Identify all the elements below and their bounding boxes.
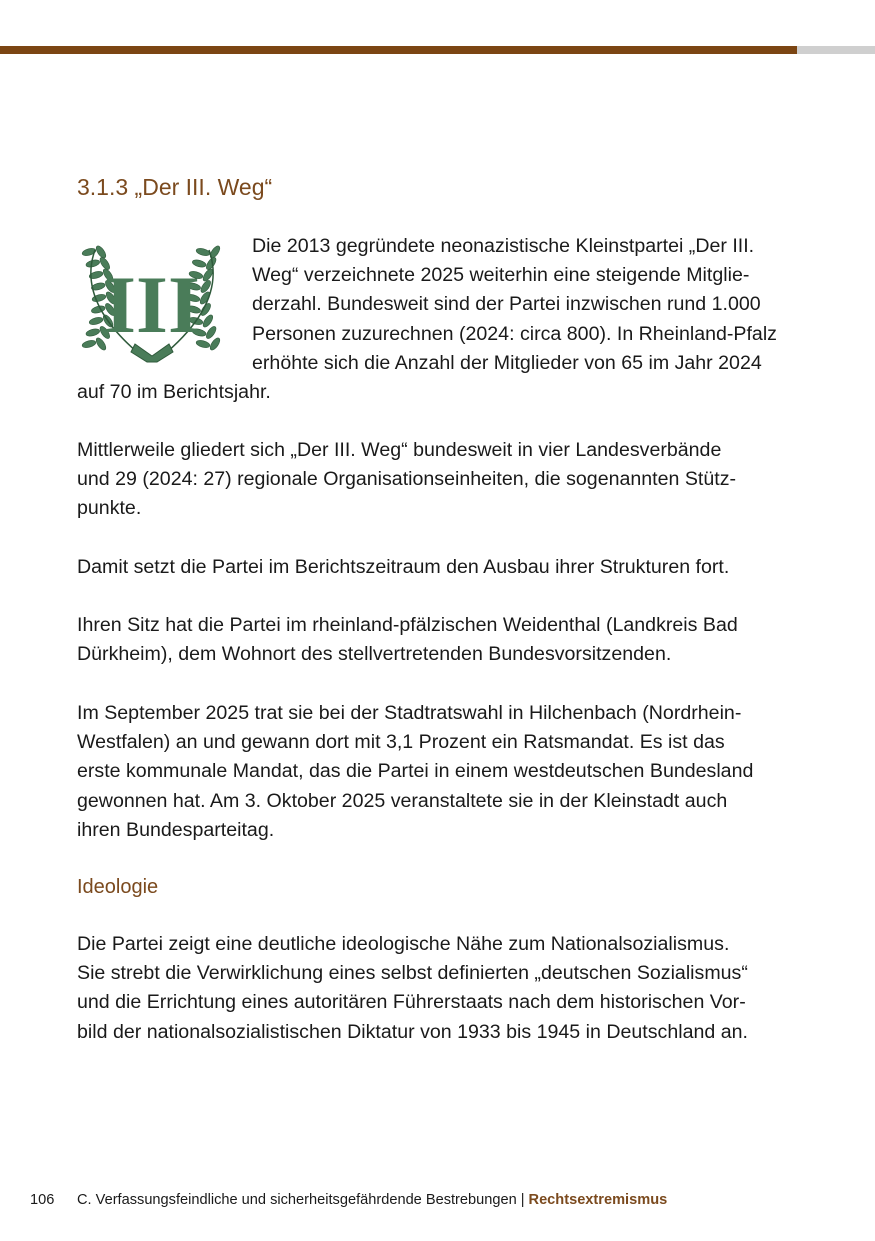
header-accent-bar <box>0 46 797 54</box>
wreath-leaf <box>208 336 221 351</box>
intro-line: Personen zuzurechnen (2024: circa 800). In Rheinland-Pfalz <box>252 322 777 345</box>
paragraph-line: Damit setzt die Partei im Berichtszeitraum den Ausbau ihrer Strukturen fort. <box>77 556 730 578</box>
paragraph-line: ihren Bundesparteitag. <box>77 818 275 841</box>
wreath-leaf <box>195 247 210 257</box>
paragraph-line: und 29 (2024: 27) regionale Organisationseinheiten, die sogenannten Stütz- <box>77 468 737 491</box>
paragraph-election <box>77 699 753 845</box>
paragraph-structure <box>77 436 736 524</box>
intro-paragraph <box>252 232 777 378</box>
paragraph-line: erste kommunale Mandat, das die Partei in einem westdeutschen Bundesland <box>77 760 754 783</box>
paragraph-line: und die Errichtung eines autoritären Führerstaats nach dem historischen Vor- <box>77 991 746 1014</box>
wreath-leaf <box>205 325 218 340</box>
footer-running-title <box>77 1188 667 1212</box>
paragraph-line: punkte. <box>77 497 142 520</box>
paragraph-line: gewonnen hat. Am 3. Oktober 2025 veranstaltete sie in der Kleinstadt auch <box>77 789 728 812</box>
paragraph-line: Dürkheim), dem Wohnort des stellvertretenden Bundesvorsitzenden. <box>77 643 672 666</box>
intro-line: erhöhte sich die Anzahl der Mitglieder von 65 im Jahr 2024 <box>252 351 762 374</box>
footer-chapter: C. Verfassungsfeindliche und sicherheitsgefährdende Bestrebungen <box>77 1192 517 1208</box>
intro-paragraph-end <box>77 378 271 407</box>
paragraph-line: Westfalen) an und gewann dort mit 3,1 Prozent ein Ratsmandat. Es ist das <box>77 731 725 754</box>
header-grey-bar <box>797 46 875 54</box>
wreath-leaf <box>81 339 96 349</box>
footer-section: Rechtsextremismus <box>528 1192 668 1208</box>
ideology-subheading: Ideologie <box>77 876 159 898</box>
paragraph-line: Im September 2025 trat sie bei der Stadtratswahl in Hilchenbach (Nordrhein- <box>77 702 742 724</box>
paragraph-line: Ihren Sitz hat die Partei im rheinland-pfälzischen Weidenthal (Landkreis Bad <box>77 614 738 636</box>
paragraph-line: Mittlerweile gliedert sich „Der III. Weg“ bundesweit in vier Landesverbände <box>77 439 722 461</box>
page-number: 106 <box>30 1192 55 1208</box>
footer-separator: | <box>520 1192 525 1208</box>
paragraph-line: Sie strebt die Verwirklichung eines selbst definierten „deutschen Sozialismus“ <box>77 962 748 985</box>
paragraph-line: bild der nationalsozialistischen Diktatur von 1933 bis 1945 in Deutschland an. <box>77 1020 748 1043</box>
wreath-leaf <box>88 316 103 326</box>
party-logo <box>77 240 227 368</box>
paragraph-ideology <box>77 930 748 1047</box>
wreath-logo-icon <box>77 240 227 368</box>
intro-line: Weg“ verzeichnete 2025 weiterhin eine steigende Mitglie- <box>252 264 750 287</box>
page-footer <box>0 1188 875 1212</box>
intro-line: derzahl. Bundesweit sind der Partei inzwischen rund 1.000 <box>252 293 761 316</box>
intro-line: Die 2013 gegründete neonazistische Kleinstpartei „Der III. <box>252 235 755 257</box>
paragraph-seat <box>77 611 738 669</box>
intro-line: auf 70 im Berichtsjahr. <box>77 381 271 403</box>
paragraph-expansion <box>77 553 729 582</box>
roman-numeral-three: III <box>104 259 200 350</box>
paragraph-line: Die Partei zeigt eine deutliche ideologische Nähe zum Nationalsozialismus. <box>77 933 730 955</box>
section-heading: 3.1.3 „Der III. Weg“ <box>77 174 273 200</box>
wreath-leaf <box>85 328 100 338</box>
wreath-leaf <box>94 244 107 259</box>
